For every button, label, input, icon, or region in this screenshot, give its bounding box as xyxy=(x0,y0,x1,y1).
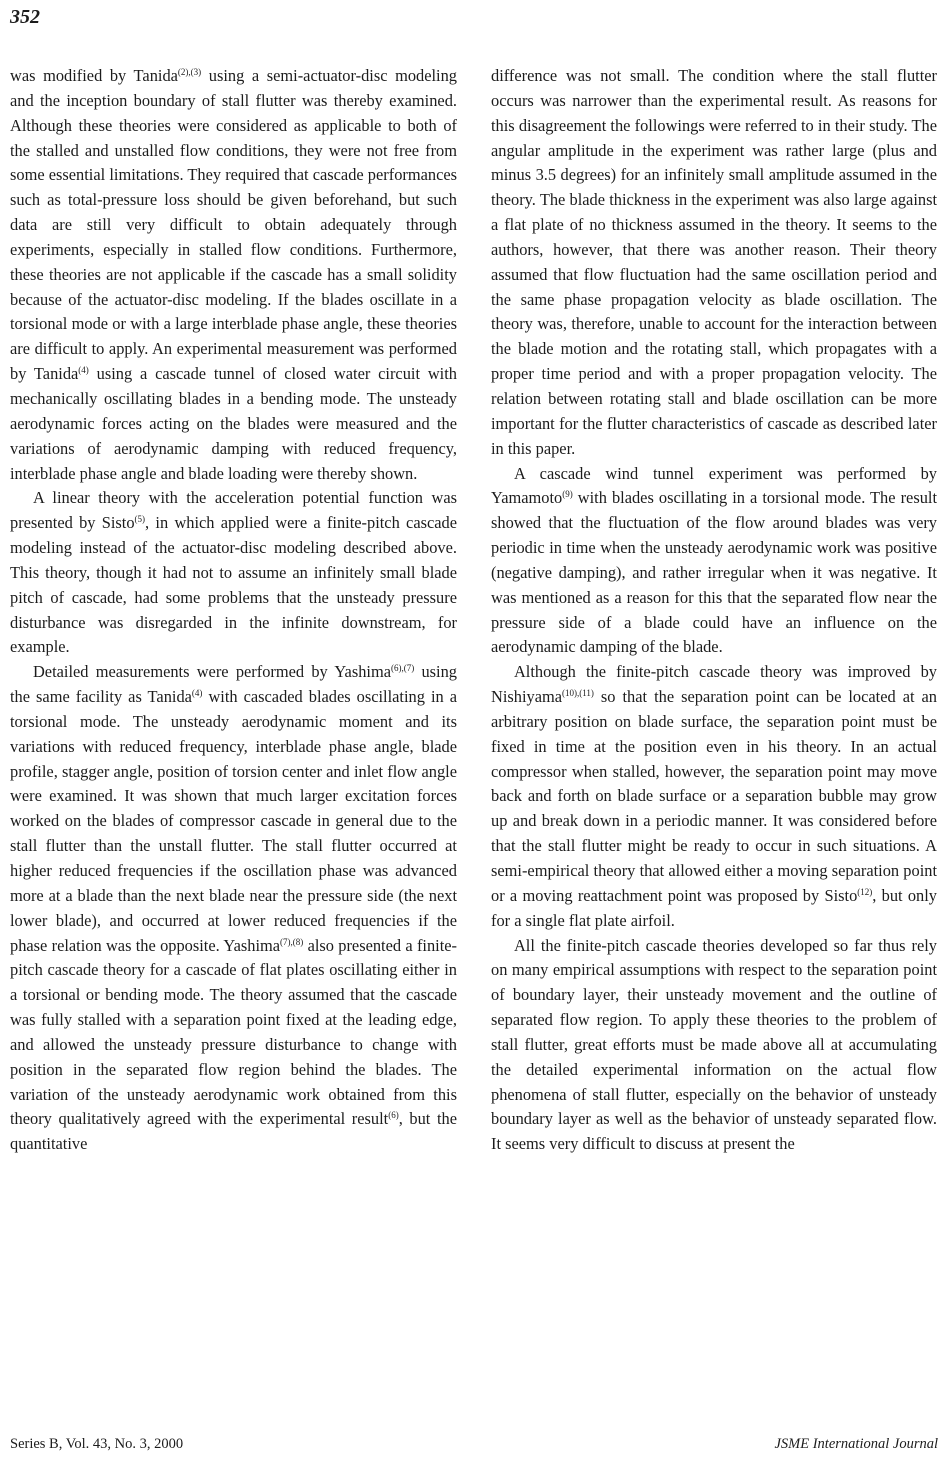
paragraph xyxy=(10,660,457,1157)
reference-marker: (2),(3) xyxy=(177,67,202,77)
text-run: , but only for a single flat plate airfoil. xyxy=(491,885,937,930)
right-column xyxy=(491,64,937,1157)
text-run: using the same facility as Tanida xyxy=(10,662,457,707)
text-run: , but the quantitative xyxy=(10,1109,457,1154)
reference-marker: (10),(11) xyxy=(562,688,594,699)
reference-marker: (5) xyxy=(134,514,146,525)
paragraph xyxy=(491,660,937,933)
text-run: using a semi-actuator-disc modeling and the inception boundary of stall flutter was thereby examined. Although these theories were considered as applicable to both of the stalled and unstalled flow conditions, they were not free from some essential limitations. They required that cascade performances such as total-pressure loss should be given beforehand, but such data are still very difficult to obtain adequately through experiments, especially in stalled flow conditions. Furthermore, these theories are not applicable if the cascade has a small solidity because of the actuator-disc modeling. If the blades oscillate in a torsional mode or with a large interblade phase angle, these theories are difficult to apply. An experimental measurement was performed by Tanida xyxy=(10,66,457,384)
reference-marker: (6) xyxy=(388,1110,399,1121)
text-run: with blades oscillating in a torsional mode. The result showed that the fluctuation of the flow around blades was very periodic in time when the unsteady aerodynamic work was positive (negative damping), and rather irregular when it was negative. It was mentioned as a reason for this that the separated flow near the pressure side of a blade could have an influence on the aerodynamic damping of the blade. xyxy=(491,488,937,657)
text-run: with cascaded blades oscillating in a torsional mode. The unsteady aerodynamic moment and its variations with reduced frequency, interblade phase angle, blade profile, stagger angle, position of torsion center and inlet flow angle were examined. It was shown that much larger excitation forces worked on the blades of compressor cascade in general due to the stall flutter than the unstall flutter. The stall flutter occurred at higher reduced frequencies if the oscillation phase was advanced more at a blade than the next blade near the pressure side (the next lower blade), and occurred at lower reduced frequencies if the phase relation was the opposite. Yashima xyxy=(10,687,457,955)
paragraph: difference was not small. The condition where the stall flutter occurs was narrower than the experimental result. As reasons for this disagreement the followings were referred to in their study. The angular amplitude in the experiment was rather large (plus and minus 3.5 degrees) for an infinitely small amplitude assumed in the theory. The blade thickness in the experiment was also large against a flat plate of no thickness assumed in the theory. It seems to the authors, however, that there was another reason. Their theory assumed that flow fluctuation had the same oscillation period and the same phase propagation velocity as blade oscillation. The theory was, therefore, unable to account for the interaction between the blade motion and the rotating stall, which propagates with a proper time period and with a proper propagation velocity. The relation between rotating stall and blade oscillation can be more important for the flutter characteristics of cascade as described later in this paper. xyxy=(491,66,937,458)
journal-series-footer: Series B, Vol. 43, No. 3, 2000 xyxy=(10,1436,184,1452)
text-run: A cascade wind tunnel experiment was performed by Yamamoto xyxy=(491,463,937,508)
reference-marker: (4) xyxy=(191,688,203,699)
paragraph xyxy=(10,64,457,486)
text-run: also presented a finite-pitch cascade theory for a cascade of flat plates oscillating either in a torsional or bending mode. The theory assumed that the cascade was fully stalled with a separation point fixed at the leading edge, and allowed the unsteady pressure disturbance to change with position in the separated flow region behind the blades. The variation of the unsteady aerodynamic work obtained from this theory qualitatively agreed with the experimental result xyxy=(10,935,457,1129)
text-run: Detailed measurements were performed by Yashima xyxy=(32,662,391,682)
paragraph: All the finite-pitch cascade theories developed so far thus rely on many empirical assumptions with respect to the separation point of boundary layer, their unsteady movement and the outline of separated flow region. To apply these theories to the problem of stall flutter, great efforts must be made above all at accumulating the detailed experimental information on the actual flow phenomena of stall flutter, especially on the behavior of unsteady boundary layer as well as the behavior of unsteady separated flow. It seems very difficult to discuss at present the xyxy=(491,935,937,1154)
journal-name-footer: JSME International Journal xyxy=(774,1436,938,1452)
text-run: A linear theory with the acceleration potential function was presented by Sisto xyxy=(10,488,457,533)
paragraph xyxy=(10,486,457,660)
reference-marker: (4) xyxy=(78,365,89,376)
reference-marker: (12) xyxy=(857,886,873,897)
reference-marker: (7),(8) xyxy=(280,936,304,947)
paragraph xyxy=(491,462,937,661)
text-run: using a cascade tunnel of closed water circuit with mechanically oscillating blades in a bending mode. The unsteady aerodynamic forces acting on the blades were measured and the variations of aerodynamic damping with reduced frequency, interblade phase angle and blade loading were thereby shown. xyxy=(10,364,457,483)
page-number: 352 xyxy=(10,6,40,28)
reference-marker: (9) xyxy=(562,489,573,500)
text-run: Although the finite-pitch cascade theory was improved by Nishiyama xyxy=(491,662,937,707)
text-run: , in which applied were a finite-pitch cascade modeling instead of the actuator-disc modeling described above. This theory, though it had not to assume an infinitely small blade pitch of cascade, had some problems that the unsteady pressure disturbance was disregarded in the infinite downstream, for example. xyxy=(10,513,457,657)
text-run: so that the separation point can be located at an arbitrary position on blade surface, the separation point must be fixed in time at the position even in his theory. In an actual compressor when stalled, however, the separation point may move back and forth on blade surface or a separation bubble may grow up and break down in a periodic manner. It was considered before that the stall flutter might be ready to occur in such situations. A semi-empirical theory that allowed either a moving separation point or a moving reattachment point was proposed by Sisto xyxy=(491,687,937,905)
text-run: was modified by Tanida xyxy=(10,66,178,85)
reference-marker: (6),(7) xyxy=(390,663,415,674)
left-column xyxy=(10,64,457,1157)
